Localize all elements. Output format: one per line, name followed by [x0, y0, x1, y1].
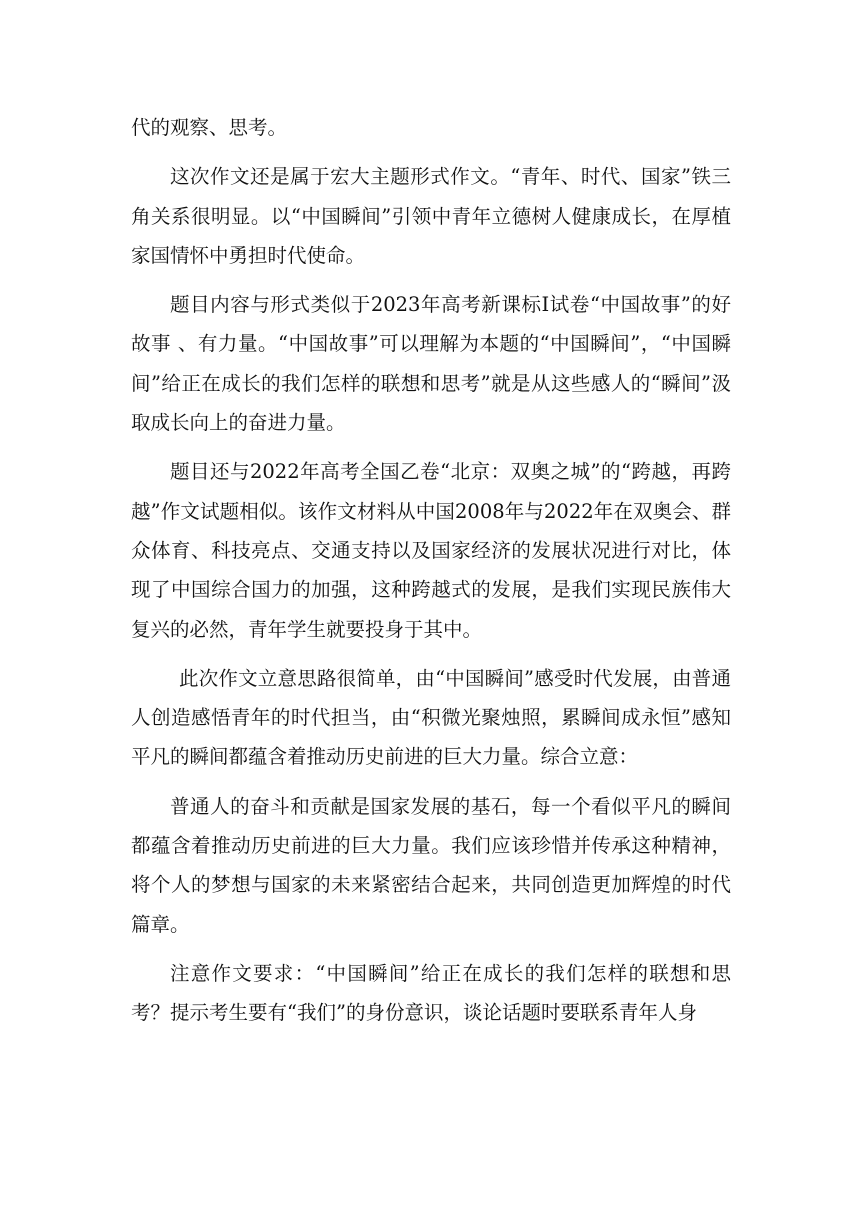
paragraph-gap: [131, 442, 731, 452]
paragraph-gap: [131, 777, 731, 787]
paragraph-6: 普通人的奋斗和贡献是国家发展的基石，每一个看似平凡的瞬间都蕴含着推动历史前进的巨大力量。我们应该珍惜并传承这种精神，将个人的梦想与国家的未来紧密结合起来，共同创造更加辉煌的时代篇章。: [131, 794, 731, 936]
paragraph-2: 这次作文还是属于宏大主题形式作文。“青年、时代、国家”铁三角关系很明显。以“中国瞬间”引领中青年立德树人健康成长，在厚植家国情怀中勇担时代使命。: [131, 165, 731, 267]
document-body: [131, 108, 731, 1033]
paragraph-4: 题目还与2022年高考全国乙卷“北京：双奥之城”的“跨越，再跨越”作文试题相似。该作文材料从中国2008年与2022年在双奥会、群众体育、科技亮点、交通支持以及国家经济的发展状况进行对比，体现了中国综合国力的加强，这种跨越式的发展，是我们实现民族伟大复兴的必然，青年学生就要投身于其中。: [131, 460, 731, 641]
paragraph-gap: [131, 944, 731, 954]
paragraph-5: 此次作文立意思路很简单，由“中国瞬间”感受时代发展，由普通人创造感悟青年的时代担当，由“积微光聚烛照，累瞬间成永恒”感知平凡的瞬间都蕴含着推动历史前进的巨大力量。综合立意：: [131, 666, 731, 769]
paragraph-gap: [131, 649, 731, 659]
paragraph-7: 注意作文要求：“中国瞬间”给正在成长的我们怎样的联想和思考？提示考生要有“我们”的身份意识，谈论话题时要联系青年人身: [131, 961, 731, 1025]
paragraph-gap: [131, 147, 731, 157]
paragraph-gap: [131, 275, 731, 285]
paragraph-3: 题目内容与形式类似于2023年高考新课标Ⅰ试卷“中国故事”的好故事 、有力量。“中国故事”可以理解为本题的“中国瞬间”，“中国瞬间”给正在成长的我们怎样的联想和思考”就是从这些感人的“瞬间”汲取成长向上的奋进力量。: [131, 293, 731, 435]
paragraph-1: 代的观察、思考。: [131, 116, 288, 139]
